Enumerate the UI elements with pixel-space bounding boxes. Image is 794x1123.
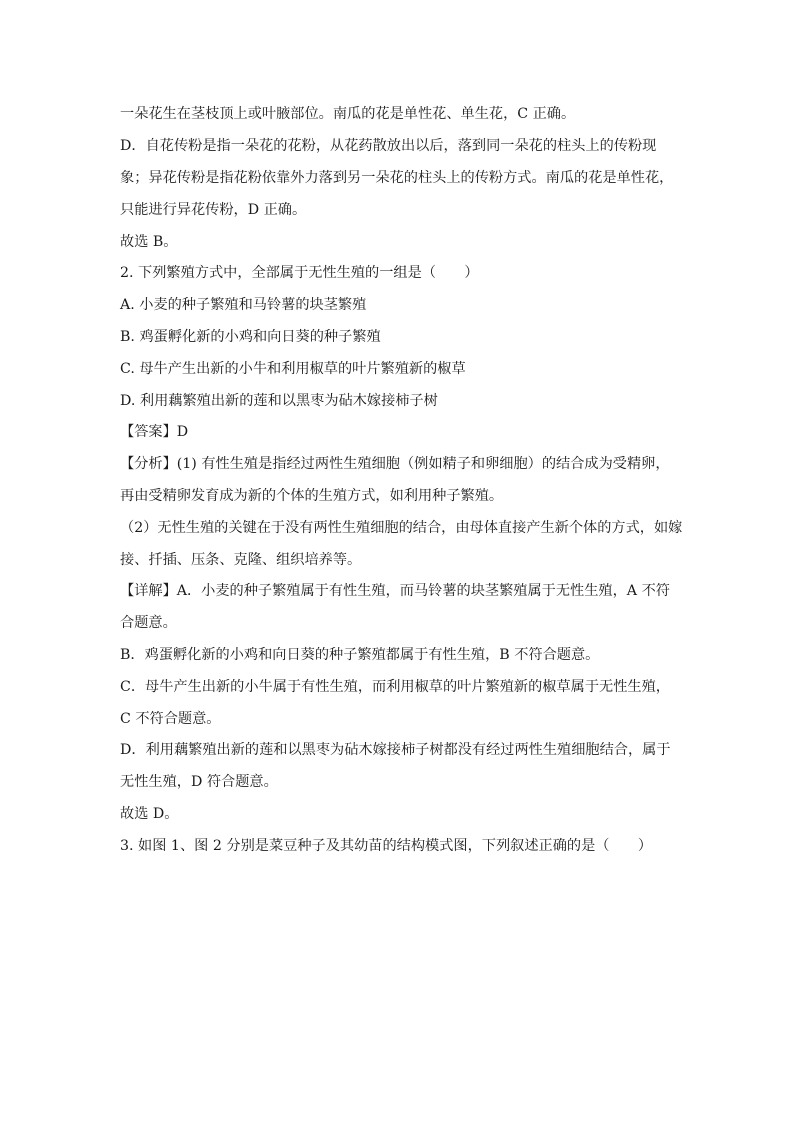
explanation-line: C．母牛产生出新的小牛属于有性生殖，而利用椒草的叶片繁殖新的椒草属于无性生殖， [120,679,670,695]
explanation-line: C 不符合题意。 [120,711,221,727]
explanation-line: 无性生殖，D 符合题意。 [120,774,278,790]
analysis-line: 【分析】(1) 有性生殖是指经过两性生殖细胞（例如精子和卵细胞）的结合成为受精卵， [120,456,670,472]
text-line: D．自花传粉是指一朵花的花粉，从花药散放出以后，落到同一朵花的柱头上的传粉现 [120,138,657,154]
conclusion-line: 故选 D。 [120,806,179,822]
option-d: D. 利用藕繁殖出新的莲和以黑枣为砧木嫁接柿子树 [120,393,438,409]
analysis-line: 接、扦插、压条、克隆、组织培养等。 [120,552,362,568]
option-a: A. 小麦的种子繁殖和马铃薯的块茎繁殖 [120,297,367,313]
explanation-line: 【详解】A．小麦的种子繁殖属于有性生殖，而马铃薯的块茎繁殖属于无性生殖，A 不符 [120,583,670,599]
question-3-stem: 3. 如图 1、图 2 分别是菜豆种子及其幼苗的结构模式图，下列叙述正确的是（ ） [120,838,653,854]
option-c: C. 母牛产生出新的小牛和利用椒草的叶片繁殖新的椒草 [120,361,466,377]
text-line: 只能进行异花传粉，D 正确。 [120,202,307,218]
text-line: 故选 B。 [120,234,178,250]
option-b: B. 鸡蛋孵化新的小鸡和向日葵的种子繁殖 [120,329,381,345]
question-2-stem: 2. 下列繁殖方式中，全部属于无性生殖的一组是（ ） [120,265,479,281]
answer-label: 【答案】D [120,424,189,440]
explanation-line: 合题意。 [120,615,177,631]
analysis-line: 再由受精卵发育成为新的个体的生殖方式，如利用种子繁殖。 [120,488,504,504]
text-line: 象；异花传粉是指花粉依靠外力落到另一朵花的柱头上的传粉方式。南瓜的花是单性花， [120,170,674,186]
explanation-line: D．利用藕繁殖出新的莲和以黑枣为砧木嫁接柿子树都没有经过两性生殖细胞结合，属于 [120,742,671,758]
text-line: 一朵花生在茎枝顶上或叶腋部位。南瓜的花是单性花、单生花，C 正确。 [120,106,576,122]
explanation-line: B．鸡蛋孵化新的小鸡和向日葵的种子繁殖都属于有性生殖，B 不符合题意。 [120,647,600,663]
analysis-line: （2）无性生殖的关键在于没有两性生殖细胞的结合，由母体直接产生新个体的方式，如嫁 [120,520,683,536]
